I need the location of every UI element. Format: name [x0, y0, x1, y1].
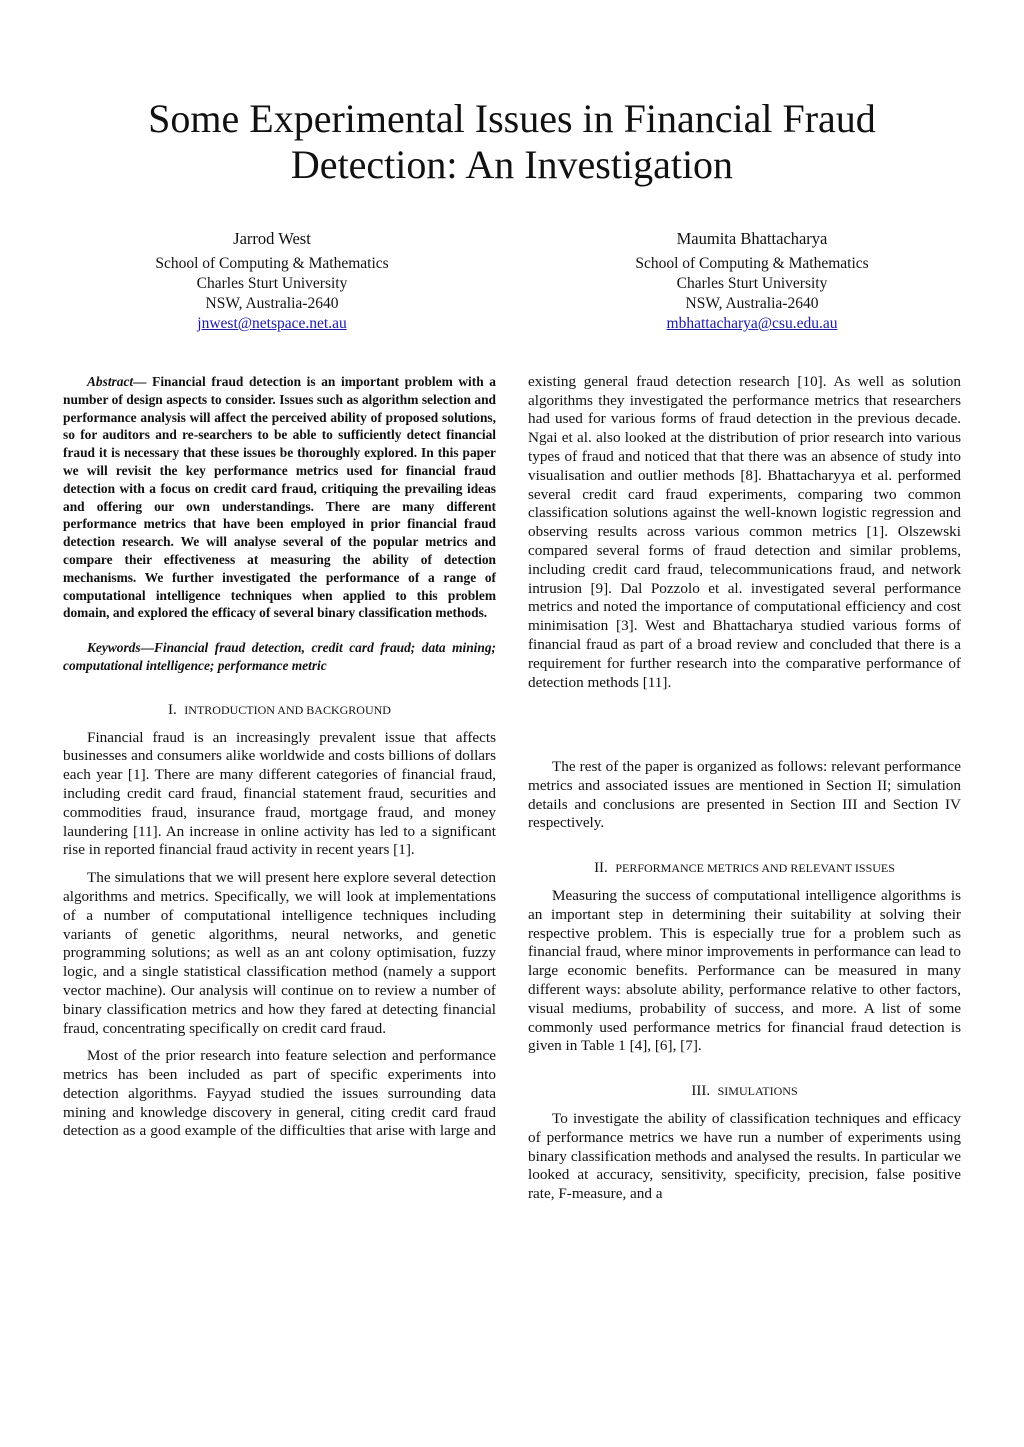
right-column: [528, 373, 961, 1204]
paragraph: existing general fraud detection research [10]. As well as solution algorithms they investigated the performance metrics that researchers had used for various forms of fraud detection in the previous decade. Ngai et al. also looked at the distribution of prior research into various types of fraud and noticed that that there was an absence of study into visualisation and outlier methods [8]. Bhattacharyya et al. performed several credit card fraud experiments, comparing two common classification solutions against the well-known logistic regression and observing results across various common metrics [1]. Olszewski compared several forms of fraud detection and similar problems, including credit card fraud, telecommunications fraud, and network intrusion [9]. Dal Pozzolo et al. investigated several performance metrics and noted the importance of computational efficiency and cost minimisation [3]. West and Bhattacharya studied various forms of financial fraud as part of a broad review and concluded that there is a requirement for further research into the comparative performance of detection methods [11].: [528, 373, 961, 691]
paragraph-continuation: [528, 373, 961, 749]
title-line: Detection: An Investigation: [290, 142, 734, 187]
author-univ: Charles Sturt University: [676, 275, 828, 292]
title-line: Some Experimental Issues in Financial Fraud: [148, 96, 876, 141]
section-title: PERFORMANCE METRICS AND RELEVANT ISSUES: [615, 861, 895, 876]
abstract-label: Abstract—: [87, 374, 147, 389]
author-dept: School of Computing & Mathematics: [635, 255, 869, 272]
section-title: SIMULATIONS: [717, 1084, 798, 1099]
section-heading-2: [528, 859, 961, 878]
paragraph: To investigate the ability of classification techniques and efficacy of performance metrics we have run a number of experiments using binary classification methods and analysed the results. In particular we looked at accuracy, sensitivity, specificity, precision, false positive rate, F-measure, and a: [528, 1109, 961, 1203]
section-number: III.: [691, 1083, 711, 1100]
section-title: INTRODUCTION AND BACKGROUND: [184, 702, 391, 717]
section-number: II.: [594, 860, 608, 877]
author-name: Maumita Bhattacharya: [676, 229, 828, 248]
author-email-link[interactable]: jnwest@netspace.net.au: [197, 315, 347, 332]
paragraph: The simulations that we will present here explore several detection algorithms and metrics. Specifically, we will look at implementations of a number of computational intelligence techniques including variants of genetic algorithms, neural networks, and genetic programming solutions; as well as an ant colony optimisation, fuzzy logic, and a single statistical classification method (namely a support vector machine). Our analysis will continue on to review a number of binary classification metrics and how they fared at detecting financial fraud, concentrating specifically on credit card fraud.: [63, 869, 496, 1037]
left-column: [63, 373, 496, 1141]
paragraph: The rest of the paper is organized as follows: relevant performance metrics and associated issues are mentioned in Section II; simulation details and conclusions are presented in Section III and Section IV respectively.: [528, 758, 961, 832]
author-email-link[interactable]: mbhattacharya@csu.edu.au: [666, 315, 838, 332]
author-location: NSW, Australia-2640: [205, 295, 339, 312]
paragraph: Financial fraud is an increasingly prevalent issue that affects businesses and consumers alike worldwide and costs billions of dollars each year [1]. There are many different categories of financial fraud, including credit card fraud, financial statement fraud, securities and commodities fraud, insurance fraud, mortgage fraud, and money laundering [11]. An increase in online activity has led to a significant rise in reported financial fraud activity in recent years [1].: [63, 728, 496, 859]
author-univ: Charles Sturt University: [196, 275, 348, 292]
author-dept: School of Computing & Mathematics: [155, 255, 389, 272]
paragraph: Measuring the success of computational intelligence algorithms is an important step in determining their suitability at solving their respective problem. This is especially true for a problem such as financial fraud, where minor improvements in performance can lead to large economic benefits. Performance can be measured in many different ways: absolute ability, performance relative to other factors, visual mediums, probability of success, and more. A list of some commonly used performance metrics for financial fraud detection is given in Table 1 [4], [6], [7].: [528, 886, 961, 1055]
author-block: [122, 229, 422, 334]
author-name: Jarrod West: [233, 229, 311, 248]
paragraph: Most of the prior research into feature selection and performance metrics has been included as part of specific experiments into detection algorithms. Fayyad studied the issues surrounding data mining and knowledge discovery in general, citing credit card fraud detection as a good example of the difficulties that arise with large and: [63, 1047, 496, 1140]
section-heading-1: [63, 701, 496, 720]
section-number: I.: [168, 701, 177, 718]
abstract: [63, 373, 496, 622]
abstract-text: Financial fraud detection is an important problem with a number of design aspects to consider. Issues such as algorithm selection and performance analysis will affect the perceived ability of proposed solutions, so for auditors and re-searchers to be able to sufficiently detect financial fraud it is necessary that these issues be thoroughly explored. In this paper we will revisit the key performance metrics used for financial fraud detection with a focus on credit card fraud, critiquing the prevailing ideas and offering our own understandings. There are many different performance metrics that have been employed in prior financial fraud detection research. We will analyse several of the popular metrics and compare their effectiveness at measuring the ability of detection mechanisms. We further investigated the performance of a range of computational intelligence techniques when applied to this problem domain, and explored the efficacy of several binary classification methods.: [63, 374, 496, 621]
section-heading-3: [528, 1082, 961, 1101]
keywords: Keywords—Financial fraud detection, credit card fraud; data mining; computational intelligence; performance metric: [63, 640, 496, 673]
author-location: NSW, Australia-2640: [685, 295, 819, 312]
paper-title: [0, 96, 1024, 188]
author-block: [602, 229, 902, 334]
